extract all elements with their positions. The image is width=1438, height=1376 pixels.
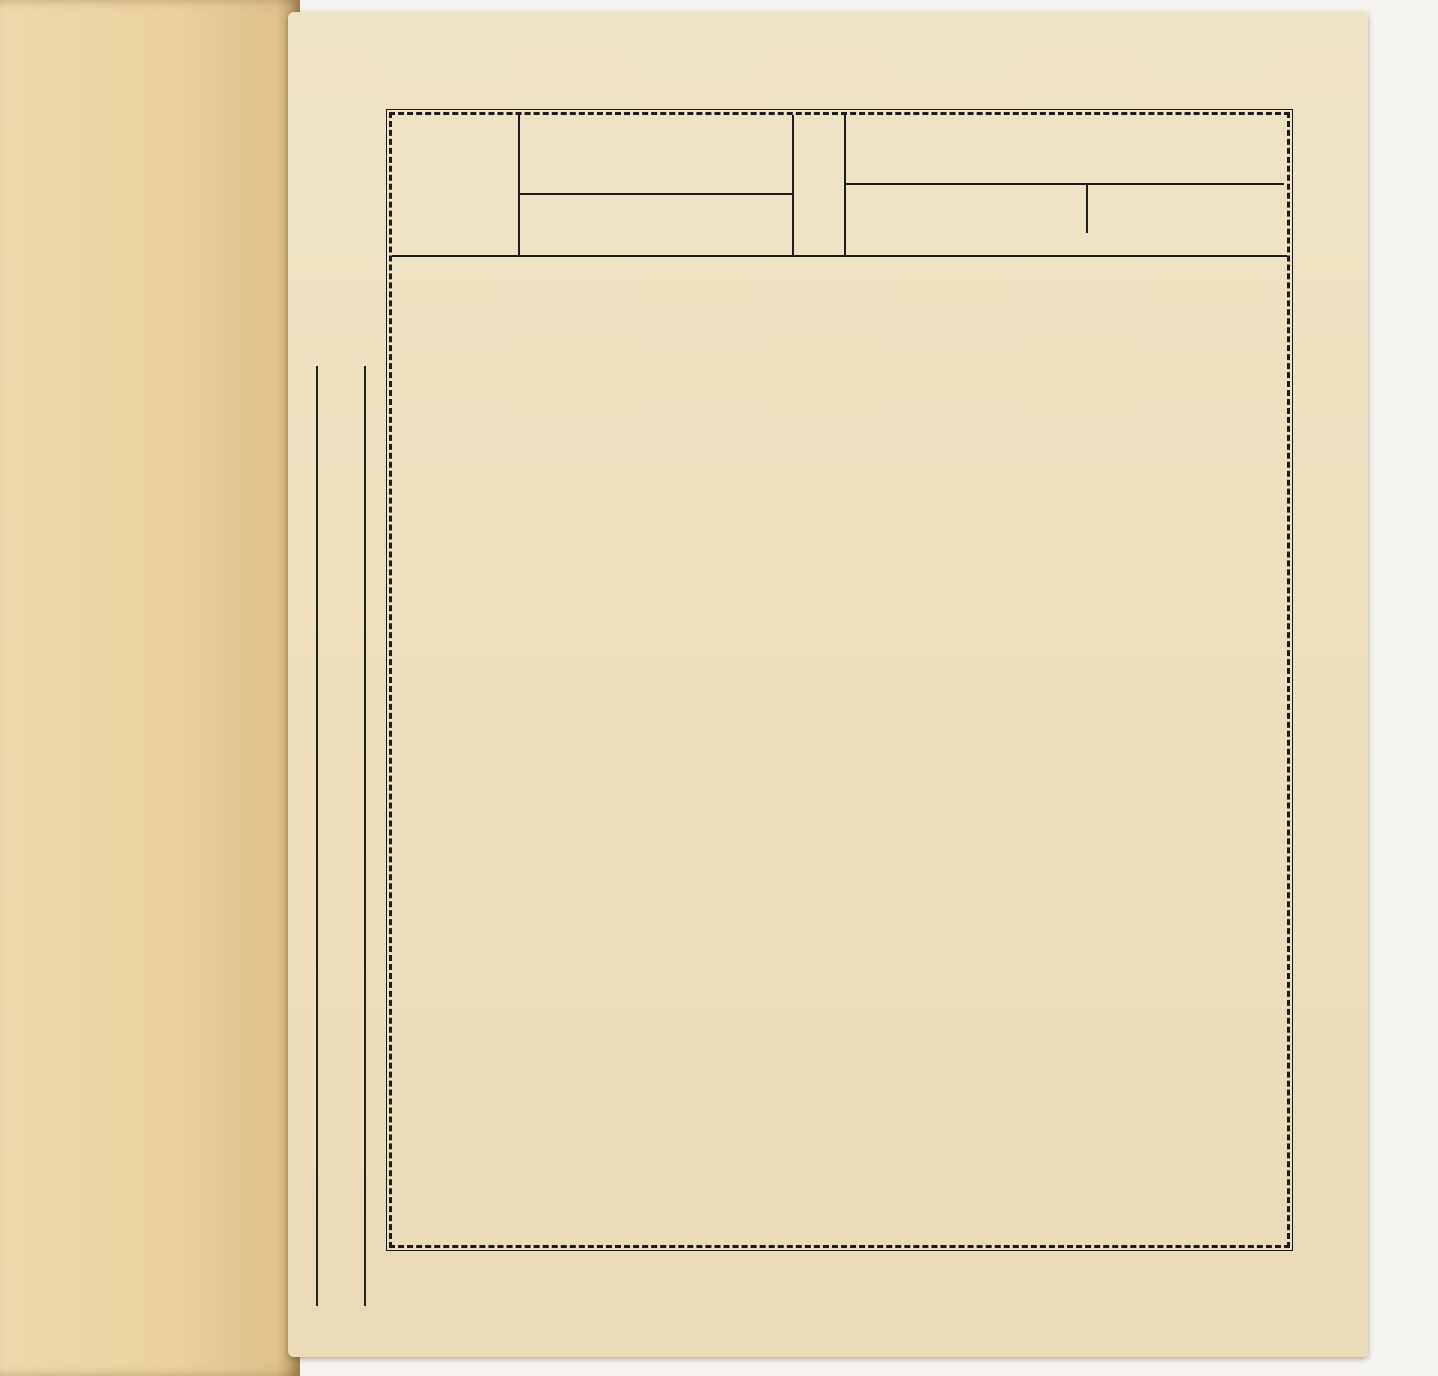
calendar-page bbox=[389, 112, 1290, 1248]
left-page bbox=[0, 0, 300, 1376]
calendar-header bbox=[392, 115, 1287, 257]
page-spine-lines bbox=[316, 366, 366, 1306]
